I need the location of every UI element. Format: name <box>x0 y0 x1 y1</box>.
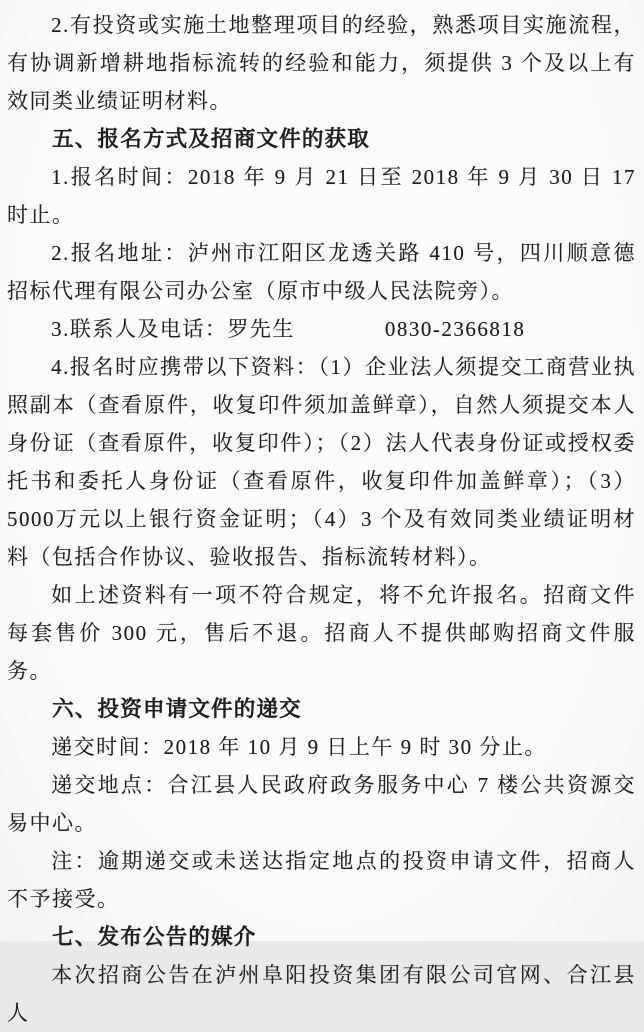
paragraph-contact-phone: 3.联系人及电话：罗先生 0830-2366818 <box>51 317 526 341</box>
paragraph-signup-time: 1.报名时间：2018 年 9 月 21 日至 2018 年 9 月 30 日 17 时止。 <box>7 165 636 227</box>
section-heading-6: 六、投资申请文件的递交 <box>52 697 302 721</box>
paragraph-signup-address: 2.报名地址：泸州市江阳区龙透关路 410 号，四川顺意德招标代理有限公司办公室（原市中级人民法院旁）。 <box>7 241 636 303</box>
paragraph-document-price: 如上述资料有一项不符合规定，将不允许报名。招商文件每套售价 300 元，售后不退。招商人不提供邮购招商文件服务。 <box>7 583 636 683</box>
paragraph-submission-place: 递交地点：合江县人民政府政务服务中心 7 楼公共资源交易中心。 <box>7 773 636 835</box>
paragraph-publish-media: 本次招商公告在泸州阜阳投资集团有限公司官网、合江县人 <box>7 963 636 1025</box>
paragraph-late-submission-note: 注：逾期递交或未送达指定地点的投资申请文件，招商人不予接受。 <box>7 849 636 911</box>
paragraph-submission-time: 递交时间：2018 年 10 月 9 日上午 9 时 30 分止。 <box>51 735 547 759</box>
paragraph-qualification-2: 2.有投资或实施土地整理项目的经验，熟悉项目实施流程，有协调新增耕地指标流转的经验和能力，须提供 3 个及以上有效同类业绩证明材料。 <box>7 13 636 113</box>
section-heading-7: 七、发布公告的媒介 <box>52 925 257 949</box>
section-heading-5: 五、报名方式及招商文件的获取 <box>52 127 370 151</box>
paragraph-required-materials: 4.报名时应携带以下资料：（1）企业法人须提交工商营业执照副本（查看原件，收复印件须加盖鲜章），自然人须提交本人身份证（查看原件，收复印件）；（2）法人代表身份证或授权委托书和委托人身份证（查看原件，收复印件加盖鲜章）；（3）5000万元以上银行资金证明；（4）3 个及有效同类业绩证明材料（包括合作协议、验收报告、指标流转材料）。 <box>7 355 636 569</box>
